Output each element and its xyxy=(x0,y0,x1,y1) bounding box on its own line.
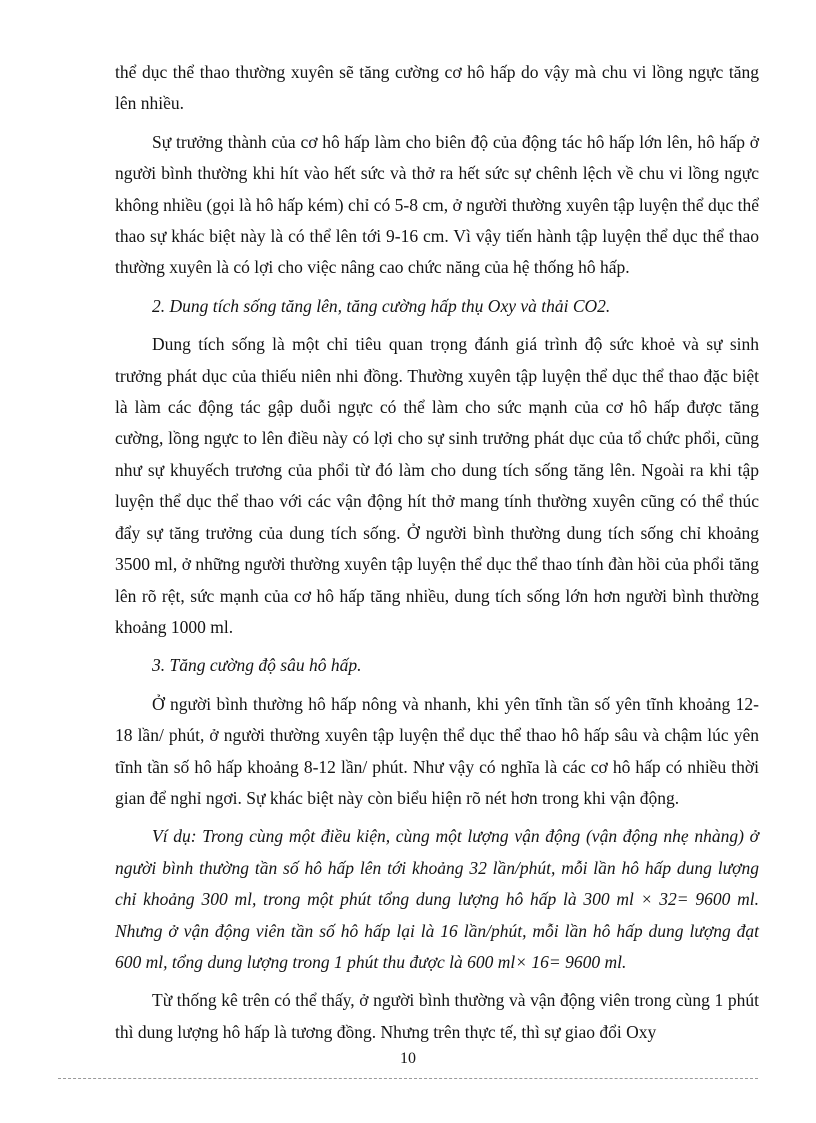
paragraph-statistics: Từ thống kê trên có thể thấy, ở người bình thường và vận động viên trong cùng 1 phút thì dung lượng hô hấp là tương đồng. Nhưng trên thực tế, thì sự giao đổi Oxy xyxy=(115,990,759,1042)
paragraph-breathing-depth: Ở người bình thường hô hấp nông và nhanh, khi yên tĩnh tần số yên tĩnh khoảng 12-18 lần/ phút, ở người thường xuyên tập luyện thể dục thể thao hô hấp sâu và chậm lúc yên tĩnh tần số hô hấp khoảng 8-12 lần/ phút. Như vậy có nghĩa là các cơ hô hấp có nhiều thời gian để nghỉ ngơi. Sự khác biệt này còn biểu hiện rõ nét hơn trong khi vận động. xyxy=(115,693,759,808)
paragraph-continuation: thể dục thể thao thường xuyên sẽ tăng cường cơ hô hấp do vậy mà chu vi lồng ngực tăng lên nhiều. xyxy=(115,62,759,114)
footer-dashed-line xyxy=(58,1078,758,1079)
paragraph-example: Ví dụ: Trong cùng một điều kiện, cùng một lượng vận động (vận động nhẹ nhàng) ở người bình thường tần số hô hấp lên tới khoảng 32 lần/phút, mỗi lần hô hấp dung lượng chỉ khoảng 300 ml, trong một phút tổng dung lượng hô hấp là 300 ml × 32= 9600 ml. Nhưng ở vận động viên tần số hô hấp lại là 16 lần/phút, mỗi lần hô hấp dung lượng đạt 600 ml, tổng dung lượng trong 1 phút thu được là 600 ml× 16= 9600 ml. xyxy=(115,826,759,972)
document-page xyxy=(115,57,759,1048)
section-heading-3: 3. Tăng cường độ sâu hô hấp. xyxy=(152,655,362,676)
paragraph-vital-capacity: Dung tích sống là một chỉ tiêu quan trọng đánh giá trình độ sức khoẻ và sự sinh trưởng phát dục của thiếu niên nhi đồng. Thường xuyên tập luyện thể dục thể thao đặc biệt là làm các động tác gập duỗi ngực có thể làm cho sức mạnh của cơ hô hấp được tăng cường, lồng ngực to lên điều này có lợi cho sự sinh trưởng phát dục của tổ chức phổi, cũng như sự khuyếch trương của phổi từ đó làm cho dung tích sống tăng lên. Ngoài ra khi tập luyện thể dục thể thao với các vận động hít thở mang tính thường xuyên cũng có thể thúc đẩy sự tăng trưởng của dung tích sống. Ở người bình thường dung tích sống chỉ khoảng 3500 ml, ở những người thường xuyên tập luyện thể dục thể thao tính đàn hồi của phổi tăng lên rõ rệt, sức mạnh của cơ hô hấp tăng nhiều, dung tích sống lớn hơn người bình thường khoảng 1000 ml. xyxy=(115,334,759,637)
paragraph-respiratory-muscle: Sự trưởng thành của cơ hô hấp làm cho biên độ của động tác hô hấp lớn lên, hô hấp ở người bình thường khi hít vào hết sức và thở ra hết sức sự chênh lệch về chu vi lồng ngực không nhiều (gọi là hô hấp kém) chỉ có 5-8 cm, ở người thường xuyên tập luyện thể dục thể thao sự khác biệt này là có thể lên tới 9-16 cm. Vì vậy tiến hành tập luyện thể dục thể thao thường xuyên là có lợi cho việc nâng cao chức năng của hệ thống hô hấp. xyxy=(115,131,759,278)
page-number: 10 xyxy=(400,1050,416,1067)
section-heading-2: 2. Dung tích sống tăng lên, tăng cường hấp thụ Oxy và thải CO2. xyxy=(152,295,611,316)
